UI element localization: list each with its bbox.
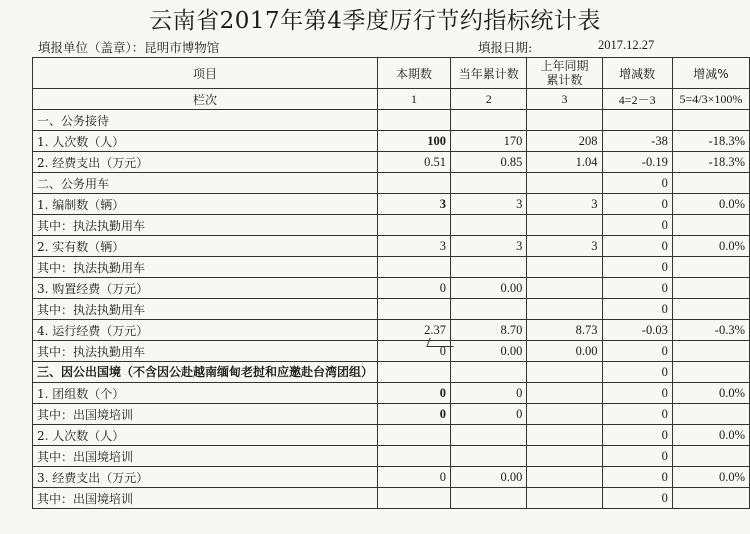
row-change: 0 [602, 383, 672, 404]
row-change: 0 [602, 215, 672, 236]
row-current [378, 446, 451, 467]
row-change-pct [672, 278, 749, 299]
row-label: 3. 经费支出（万元） [33, 467, 378, 488]
row-current: 2.37 [378, 320, 451, 341]
row-change [602, 110, 672, 131]
row-change: 0 [602, 446, 672, 467]
row-prev-ytd: 1.04 [527, 152, 602, 173]
row-prev-ytd: 3 [527, 236, 602, 257]
table-row [33, 257, 750, 278]
table-row [33, 488, 750, 509]
row-prev-ytd [527, 278, 602, 299]
row-change-pct: 0.0% [672, 383, 749, 404]
row-current [378, 362, 451, 383]
row-ytd [451, 110, 527, 131]
row-prev-ytd: 208 [527, 131, 602, 152]
table-row [33, 341, 750, 362]
table-row [33, 320, 750, 341]
row-change: 0 [602, 299, 672, 320]
row-current: 0 [378, 341, 451, 362]
row-change: 0 [602, 173, 672, 194]
row-change-pct: 0.0% [672, 425, 749, 446]
index-c1: 1 [378, 89, 451, 110]
row-change-pct: -0.3% [672, 320, 749, 341]
table-row [33, 194, 750, 215]
row-label: 2. 实有数（辆） [33, 236, 378, 257]
row-prev-ytd: 3 [527, 194, 602, 215]
row-change-pct: 0.0% [672, 194, 749, 215]
table-row [33, 278, 750, 299]
row-label: 1. 人次数（人） [33, 131, 378, 152]
row-current: 3 [378, 236, 451, 257]
row-change-pct [672, 362, 749, 383]
table-row [33, 299, 750, 320]
table-row [33, 446, 750, 467]
row-ytd: 0.00 [451, 278, 527, 299]
row-change: -0.03 [602, 320, 672, 341]
row-label: 二、公务用车 [33, 173, 378, 194]
index-row [33, 89, 750, 110]
row-ytd: 0 [451, 404, 527, 425]
row-ytd [451, 299, 527, 320]
row-change-pct [672, 446, 749, 467]
header-ytd: 当年累计数 [451, 58, 527, 89]
row-label: 其中：出国境培训 [33, 446, 378, 467]
row-ytd [451, 446, 527, 467]
header-current: 本期数 [378, 58, 451, 89]
row-current [378, 110, 451, 131]
row-change: -0.19 [602, 152, 672, 173]
index-label: 栏次 [33, 89, 378, 110]
statistics-table [32, 57, 750, 509]
filling-date: 2017.12.27 [598, 38, 655, 52]
row-ytd: 170 [451, 131, 527, 152]
row-change: 0 [602, 257, 672, 278]
row-prev-ytd: 0.00 [527, 341, 602, 362]
row-change-pct: -18.3% [672, 131, 749, 152]
row-change: 0 [602, 278, 672, 299]
row-ytd: 0.00 [451, 341, 527, 362]
row-prev-ytd [527, 173, 602, 194]
row-current: 3 [378, 194, 451, 215]
table-header-row [33, 58, 750, 89]
index-c4: 4=2－3 [602, 89, 672, 110]
row-label: 1. 团组数（个） [33, 383, 378, 404]
row-current: 0 [378, 404, 451, 425]
row-label: 其中：执法执勤用车 [33, 341, 378, 362]
row-label: 三、因公出国境（不含因公赴越南缅甸老挝和应邀赴台湾团组） [33, 362, 378, 383]
row-ytd [451, 425, 527, 446]
row-ytd: 0 [451, 383, 527, 404]
header-item: 项目 [33, 58, 378, 89]
filling-unit: 填报单位（盖章）：昆明市博物馆 [38, 40, 220, 55]
row-prev-ytd [527, 299, 602, 320]
row-change: 0 [602, 425, 672, 446]
row-change: 0 [602, 404, 672, 425]
row-prev-ytd [527, 425, 602, 446]
row-prev-ytd [527, 467, 602, 488]
row-label: 其中：出国境培训 [33, 404, 378, 425]
row-prev-ytd [527, 383, 602, 404]
row-prev-ytd [527, 362, 602, 383]
header-prev-ytd [527, 58, 602, 89]
table-row [33, 383, 750, 404]
row-label: 其中：执法执勤用车 [33, 215, 378, 236]
row-change: 0 [602, 341, 672, 362]
row-ytd: 3 [451, 236, 527, 257]
row-ytd [451, 173, 527, 194]
row-ytd [451, 257, 527, 278]
row-prev-ytd [527, 257, 602, 278]
row-current [378, 257, 451, 278]
table-row [33, 362, 750, 383]
row-change-pct [672, 215, 749, 236]
header-prev-ytd-line1: 上年同期 [540, 59, 589, 73]
row-current: 0.51 [378, 152, 451, 173]
row-label: 其中：执法执勤用车 [33, 257, 378, 278]
row-prev-ytd [527, 404, 602, 425]
index-c3: 3 [527, 89, 602, 110]
index-c2: 2 [451, 89, 527, 110]
row-prev-ytd: 8.73 [527, 320, 602, 341]
table-row [33, 215, 750, 236]
row-current [378, 488, 451, 509]
table-row [33, 173, 750, 194]
row-ytd: 3 [451, 194, 527, 215]
row-change-pct [672, 257, 749, 278]
row-change: 0 [602, 362, 672, 383]
row-label: 其中：执法执勤用车 [33, 299, 378, 320]
pen-mark [426, 338, 456, 347]
table-row [33, 425, 750, 446]
row-label: 3. 购置经费（万元） [33, 278, 378, 299]
row-prev-ytd [527, 215, 602, 236]
row-change-pct [672, 110, 749, 131]
table-row [33, 152, 750, 173]
header-change: 增减数 [602, 58, 672, 89]
row-ytd: 0.00 [451, 467, 527, 488]
row-change: -38 [602, 131, 672, 152]
index-c5: 5=4/3×100% [672, 89, 749, 110]
row-change: 0 [602, 236, 672, 257]
row-change-pct [672, 341, 749, 362]
table-row [33, 110, 750, 131]
table-row [33, 236, 750, 257]
row-change-pct [672, 488, 749, 509]
row-ytd [451, 362, 527, 383]
row-current: 0 [378, 467, 451, 488]
header-change-pct: 增减% [672, 58, 749, 89]
row-change: 0 [602, 467, 672, 488]
row-change-pct [672, 299, 749, 320]
row-change: 0 [602, 194, 672, 215]
table-row [33, 467, 750, 488]
table-row [33, 404, 750, 425]
row-prev-ytd [527, 488, 602, 509]
row-current [378, 425, 451, 446]
row-prev-ytd [527, 446, 602, 467]
page-title: 云南省2017年第4季度厉行节约指标统计表 [149, 8, 601, 34]
row-current: 0 [378, 383, 451, 404]
table-row [33, 131, 750, 152]
row-change-pct [672, 404, 749, 425]
row-change-pct: 0.0% [672, 467, 749, 488]
row-change-pct: -18.3% [672, 152, 749, 173]
row-change: 0 [602, 488, 672, 509]
row-label: 4. 运行经费（万元） [33, 320, 378, 341]
header-prev-ytd-line2: 累计数 [546, 73, 583, 87]
row-prev-ytd [527, 110, 602, 131]
row-current: 100 [378, 131, 451, 152]
row-ytd [451, 215, 527, 236]
row-current [378, 299, 451, 320]
row-current [378, 173, 451, 194]
filling-date-label: 填报日期: [478, 40, 533, 55]
row-current: 0 [378, 278, 451, 299]
row-current [378, 215, 451, 236]
row-change-pct [672, 173, 749, 194]
row-label: 2. 经费支出（万元） [33, 152, 378, 173]
row-ytd: 8.70 [451, 320, 527, 341]
row-label: 一、公务接待 [33, 110, 378, 131]
row-label: 其中：出国境培训 [33, 488, 378, 509]
row-label: 2. 人次数（人） [33, 425, 378, 446]
row-change-pct: 0.0% [672, 236, 749, 257]
row-ytd [451, 488, 527, 509]
row-ytd: 0.85 [451, 152, 527, 173]
row-label: 1. 编制数（辆） [33, 194, 378, 215]
